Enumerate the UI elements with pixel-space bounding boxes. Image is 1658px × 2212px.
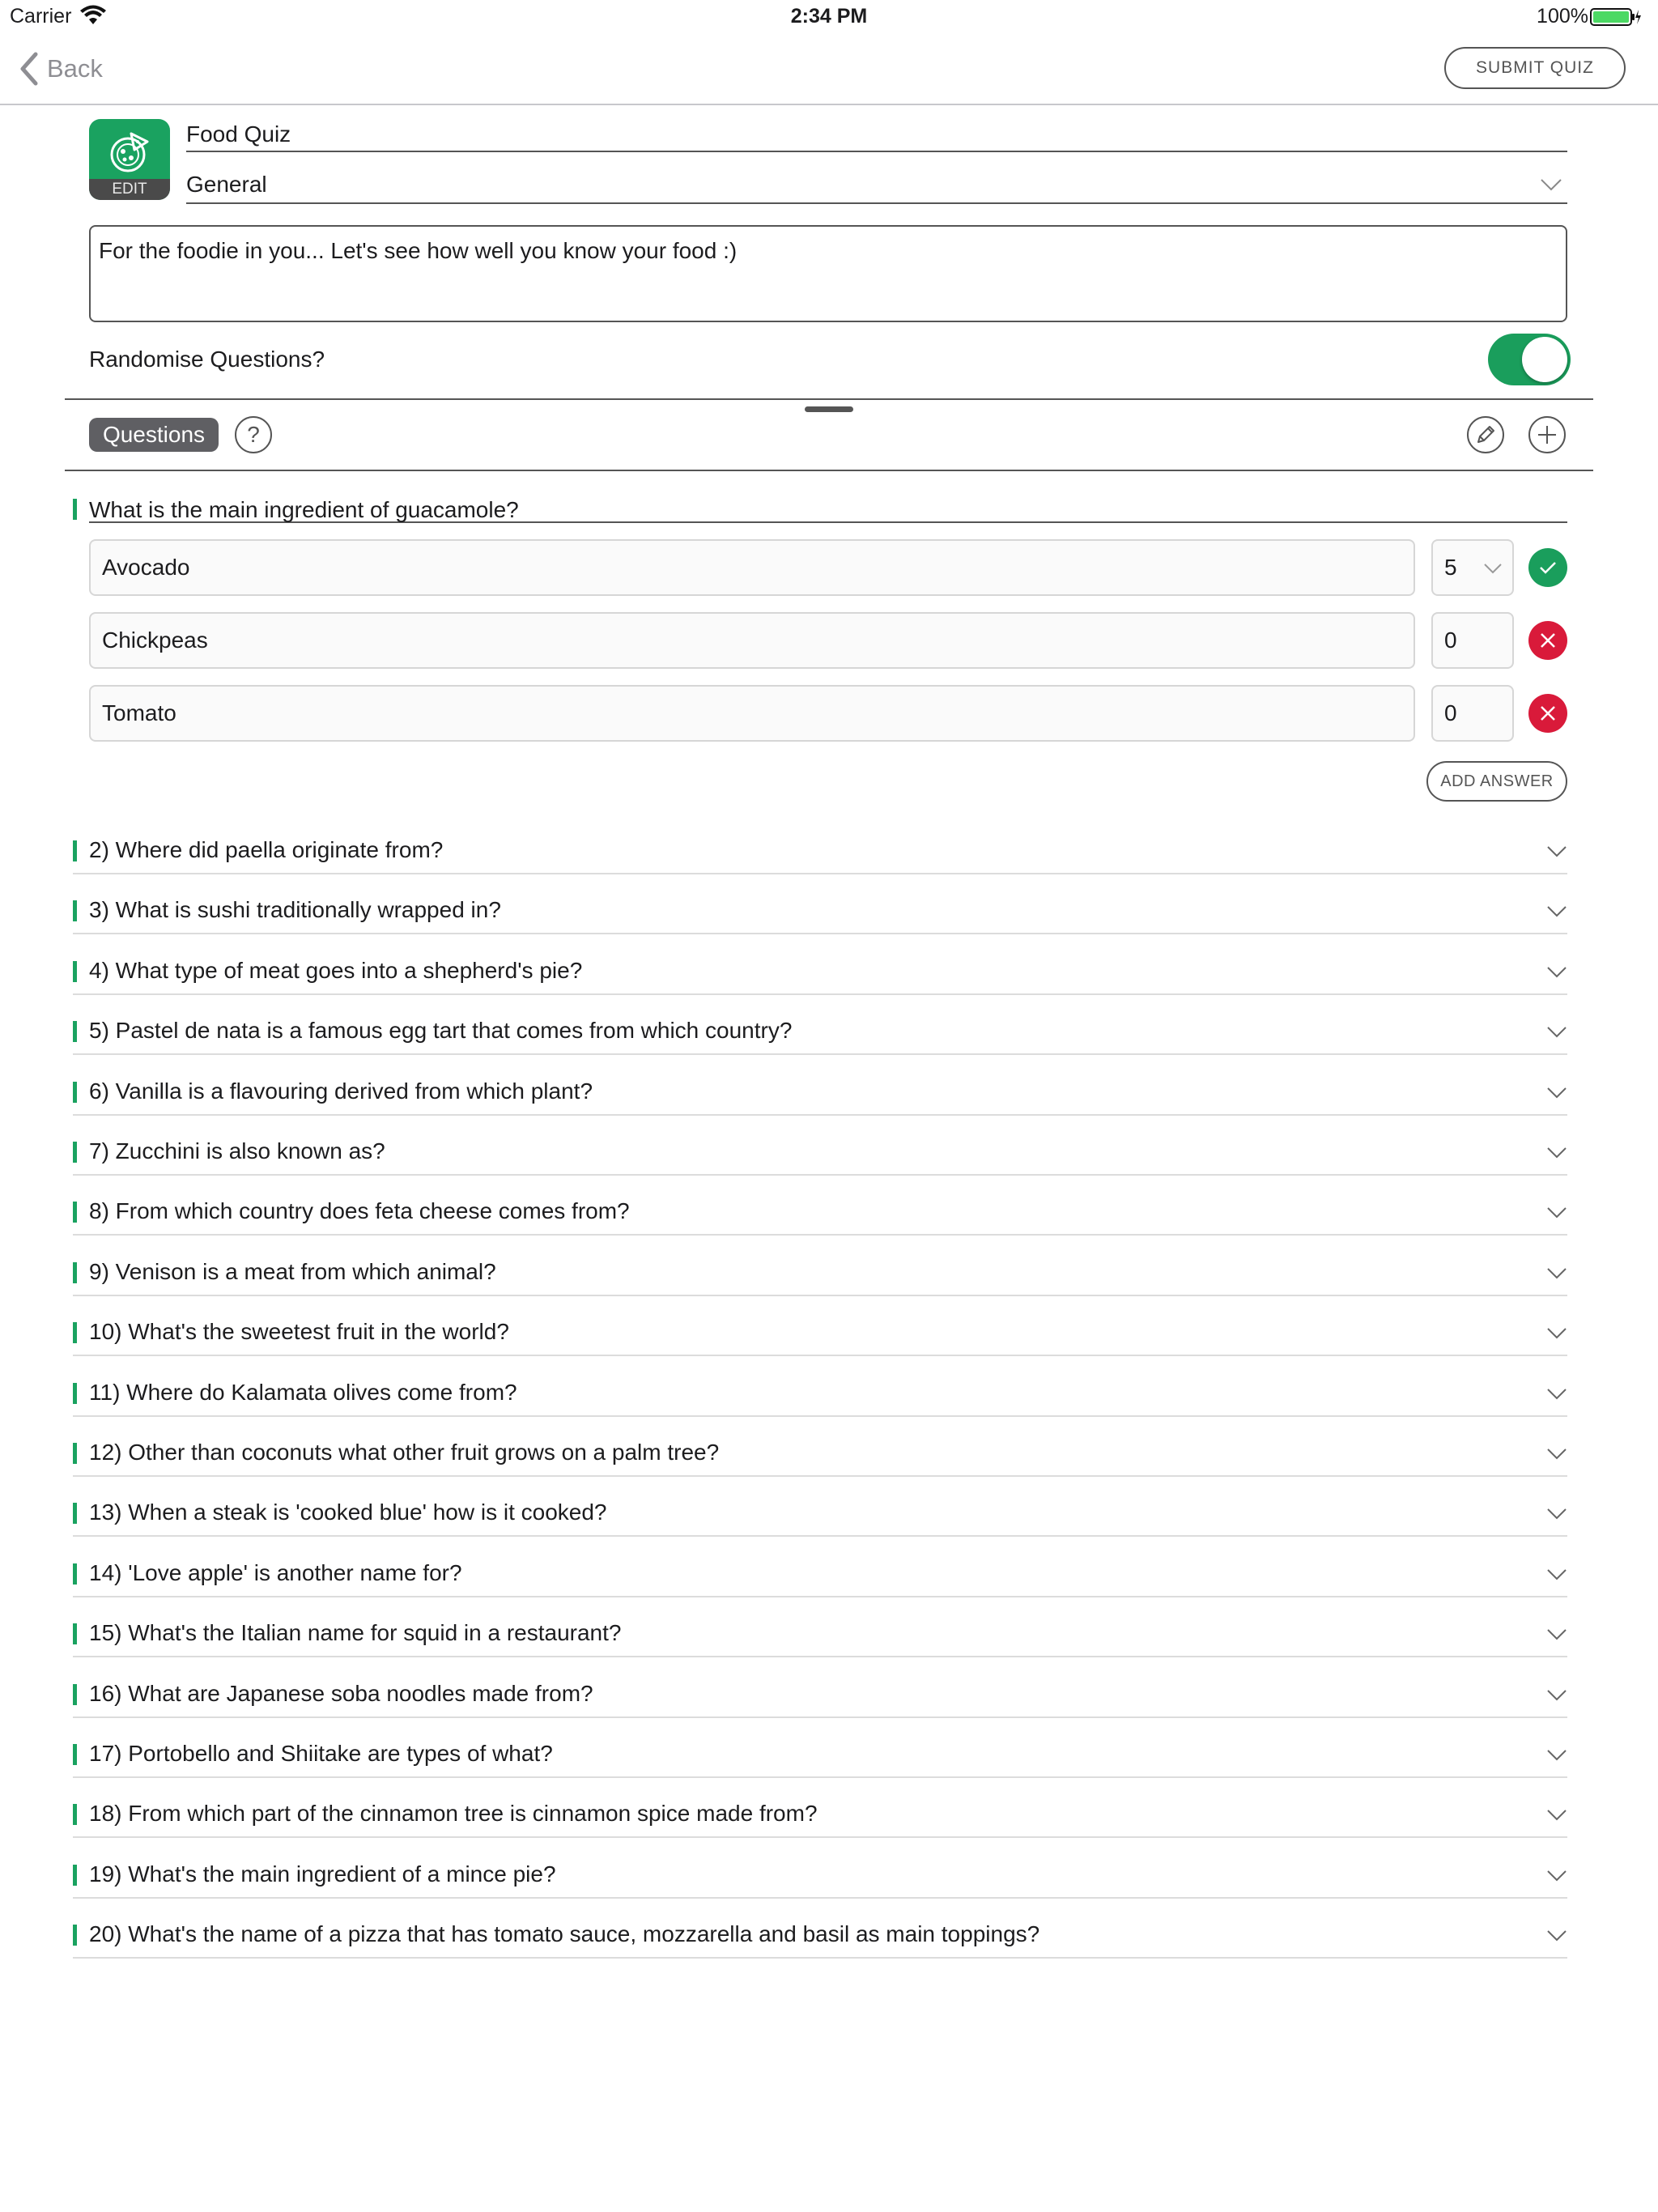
question-label: 18) From which part of the cinnamon tree is cinnamon spice made from?: [89, 1801, 818, 1826]
question-marker: [73, 1142, 77, 1163]
question-row[interactable]: [73, 1075, 1567, 1116]
question-label: 2) Where did paella originate from?: [89, 837, 444, 862]
chevron-down-icon[interactable]: [1546, 1325, 1567, 1340]
question-row[interactable]: [73, 955, 1567, 995]
question-marker: [73, 1322, 77, 1343]
plus-icon: [1537, 424, 1558, 445]
pencil-icon: [1475, 424, 1496, 445]
chevron-down-icon[interactable]: [1546, 1386, 1567, 1401]
question-row[interactable]: [73, 1376, 1567, 1417]
question-label: 10) What's the sweetest fruit in the world?: [89, 1319, 509, 1344]
divider: [65, 398, 1593, 400]
help-icon[interactable]: ?: [235, 416, 272, 453]
description-textarea[interactable]: For the foodie in you... Let's see how well you know your food :): [89, 225, 1567, 322]
question-row[interactable]: [73, 1557, 1567, 1597]
submit-quiz-button[interactable]: SUBMIT QUIZ: [1444, 47, 1626, 89]
correct-answer-toggle[interactable]: [1528, 548, 1567, 587]
question-marker: [73, 1744, 77, 1765]
questions-tab[interactable]: Questions: [89, 418, 219, 452]
chevron-down-icon[interactable]: [1546, 1928, 1567, 1942]
question-row[interactable]: [73, 1015, 1567, 1055]
question-marker: [73, 840, 77, 861]
category-select[interactable]: [186, 172, 1567, 204]
question-label: 6) Vanilla is a flavouring derived from which plant?: [89, 1078, 593, 1104]
question-row[interactable]: [73, 1316, 1567, 1356]
answer-input[interactable]: Avocado: [89, 539, 1415, 596]
back-chevron-icon: [18, 51, 40, 87]
question-row[interactable]: [73, 1738, 1567, 1778]
check-icon: [1538, 558, 1558, 577]
chevron-down-icon[interactable]: [1546, 1024, 1567, 1039]
question-marker: [73, 1925, 77, 1946]
question-label: 7) Zucchini is also known as?: [89, 1138, 385, 1163]
question-label: 5) Pastel de nata is a famous egg tart that comes from which country?: [89, 1018, 793, 1043]
question-label: 13) When a steak is 'cooked blue' how is it cooked?: [89, 1499, 607, 1525]
question-label: 9) Venison is a meat from which animal?: [89, 1259, 496, 1284]
close-icon: [1538, 704, 1558, 723]
back-label: Back: [47, 54, 103, 83]
question-row[interactable]: [73, 834, 1567, 874]
randomise-toggle[interactable]: [1488, 334, 1571, 385]
chevron-down-icon[interactable]: [1546, 904, 1567, 918]
question-marker: [73, 1865, 77, 1886]
chevron-down-icon[interactable]: [1546, 964, 1567, 979]
question-label: 3) What is sushi traditionally wrapped in?: [89, 897, 501, 922]
question-label: 17) Portobello and Shiitake are types of what?: [89, 1741, 553, 1766]
question-row[interactable]: [73, 894, 1567, 934]
question-marker: [73, 1021, 77, 1042]
question-label: 15) What's the Italian name for squid in a restaurant?: [89, 1620, 622, 1645]
add-question-button[interactable]: [1528, 416, 1566, 453]
question-marker: [73, 1443, 77, 1464]
quiz-title-input[interactable]: Food Quiz: [186, 121, 1567, 152]
question-label: 20) What's the name of a pizza that has tomato sauce, mozzarella and basil as main toppings?: [89, 1921, 1040, 1946]
navigation-bar: [0, 32, 1658, 105]
chevron-down-icon[interactable]: [1546, 1446, 1567, 1461]
question-label: 4) What type of meat goes into a shepherd's pie?: [89, 958, 583, 983]
divider: [65, 470, 1593, 471]
question-marker: [73, 961, 77, 982]
category-value: General: [186, 172, 267, 197]
randomise-label: Randomise Questions?: [89, 347, 325, 372]
question-label: 8) From which country does feta cheese comes from?: [89, 1198, 630, 1223]
chevron-down-icon[interactable]: [1546, 1567, 1567, 1581]
chevron-down-icon[interactable]: [1546, 1747, 1567, 1762]
carrier-label: Carrier: [10, 5, 72, 28]
question-marker: [73, 1623, 77, 1644]
score-input[interactable]: [1431, 685, 1514, 742]
edit-label: EDIT: [89, 179, 170, 200]
edit-questions-button[interactable]: [1467, 416, 1504, 453]
answer-input[interactable]: Tomato: [89, 685, 1415, 742]
chevron-down-icon[interactable]: [1546, 1205, 1567, 1219]
chevron-down-icon[interactable]: [1546, 1807, 1567, 1822]
quiz-icon-edit-button[interactable]: [89, 119, 170, 200]
chevron-down-icon[interactable]: [1546, 1868, 1567, 1882]
status-bar: [0, 0, 1658, 32]
question-label: 12) Other than coconuts what other fruit grows on a palm tree?: [89, 1440, 720, 1465]
question-label: 16) What are Japanese soba noodles made from?: [89, 1681, 593, 1706]
question-row[interactable]: [73, 1195, 1567, 1236]
question-marker: [73, 900, 77, 921]
question-title-input[interactable]: What is the main ingredient of guacamole?: [89, 497, 1567, 523]
score-value: 0: [1444, 700, 1457, 725]
chevron-down-icon[interactable]: [1546, 1627, 1567, 1641]
question-row[interactable]: [73, 1256, 1567, 1296]
question-row[interactable]: [73, 1496, 1567, 1537]
score-select[interactable]: [1431, 539, 1514, 596]
drag-handle[interactable]: [805, 406, 853, 412]
chevron-down-icon[interactable]: [1546, 1506, 1567, 1521]
question-marker: [73, 499, 77, 520]
chevron-down-icon: [1483, 562, 1503, 575]
question-row[interactable]: [73, 1436, 1567, 1477]
question-marker: [73, 1804, 77, 1825]
clock: 2:34 PM: [790, 5, 868, 28]
question-marker: [73, 1503, 77, 1524]
question-row[interactable]: [73, 1617, 1567, 1657]
battery-icon: [1590, 6, 1642, 28]
question-row[interactable]: [73, 1135, 1567, 1176]
wrong-answer-toggle[interactable]: [1528, 621, 1567, 660]
question-row[interactable]: [73, 1797, 1567, 1838]
question-label: 19) What's the main ingredient of a mince pie?: [89, 1861, 556, 1887]
chevron-down-icon: [1540, 177, 1562, 193]
question-marker: [73, 1262, 77, 1283]
wrong-answer-toggle[interactable]: [1528, 694, 1567, 733]
add-answer-button[interactable]: ADD ANSWER: [1426, 761, 1567, 802]
question-marker: [73, 1684, 77, 1705]
pizza-icon: [107, 129, 152, 174]
close-icon: [1538, 631, 1558, 650]
back-button[interactable]: [18, 50, 103, 87]
score-value: 5: [1444, 555, 1457, 580]
toggle-knob: [1522, 337, 1567, 382]
chevron-down-icon[interactable]: [1546, 1085, 1567, 1100]
question-row[interactable]: [73, 1918, 1567, 1959]
question-label: 11) Where do Kalamata olives come from?: [89, 1380, 517, 1405]
question-label: 14) 'Love apple' is another name for?: [89, 1560, 462, 1585]
chevron-down-icon[interactable]: [1546, 1145, 1567, 1159]
question-marker: [73, 1082, 77, 1103]
chevron-down-icon[interactable]: [1546, 1687, 1567, 1702]
score-value: 0: [1444, 627, 1457, 653]
question-marker: [73, 1202, 77, 1223]
answer-input[interactable]: Chickpeas: [89, 612, 1415, 669]
question-row[interactable]: [73, 1858, 1567, 1899]
chevron-down-icon[interactable]: [1546, 1266, 1567, 1280]
chevron-down-icon[interactable]: [1546, 844, 1567, 858]
score-input[interactable]: [1431, 612, 1514, 669]
question-row[interactable]: [73, 1678, 1567, 1718]
battery-percentage: 100%: [1537, 5, 1588, 28]
question-marker: [73, 1383, 77, 1404]
question-marker: [73, 1563, 77, 1585]
